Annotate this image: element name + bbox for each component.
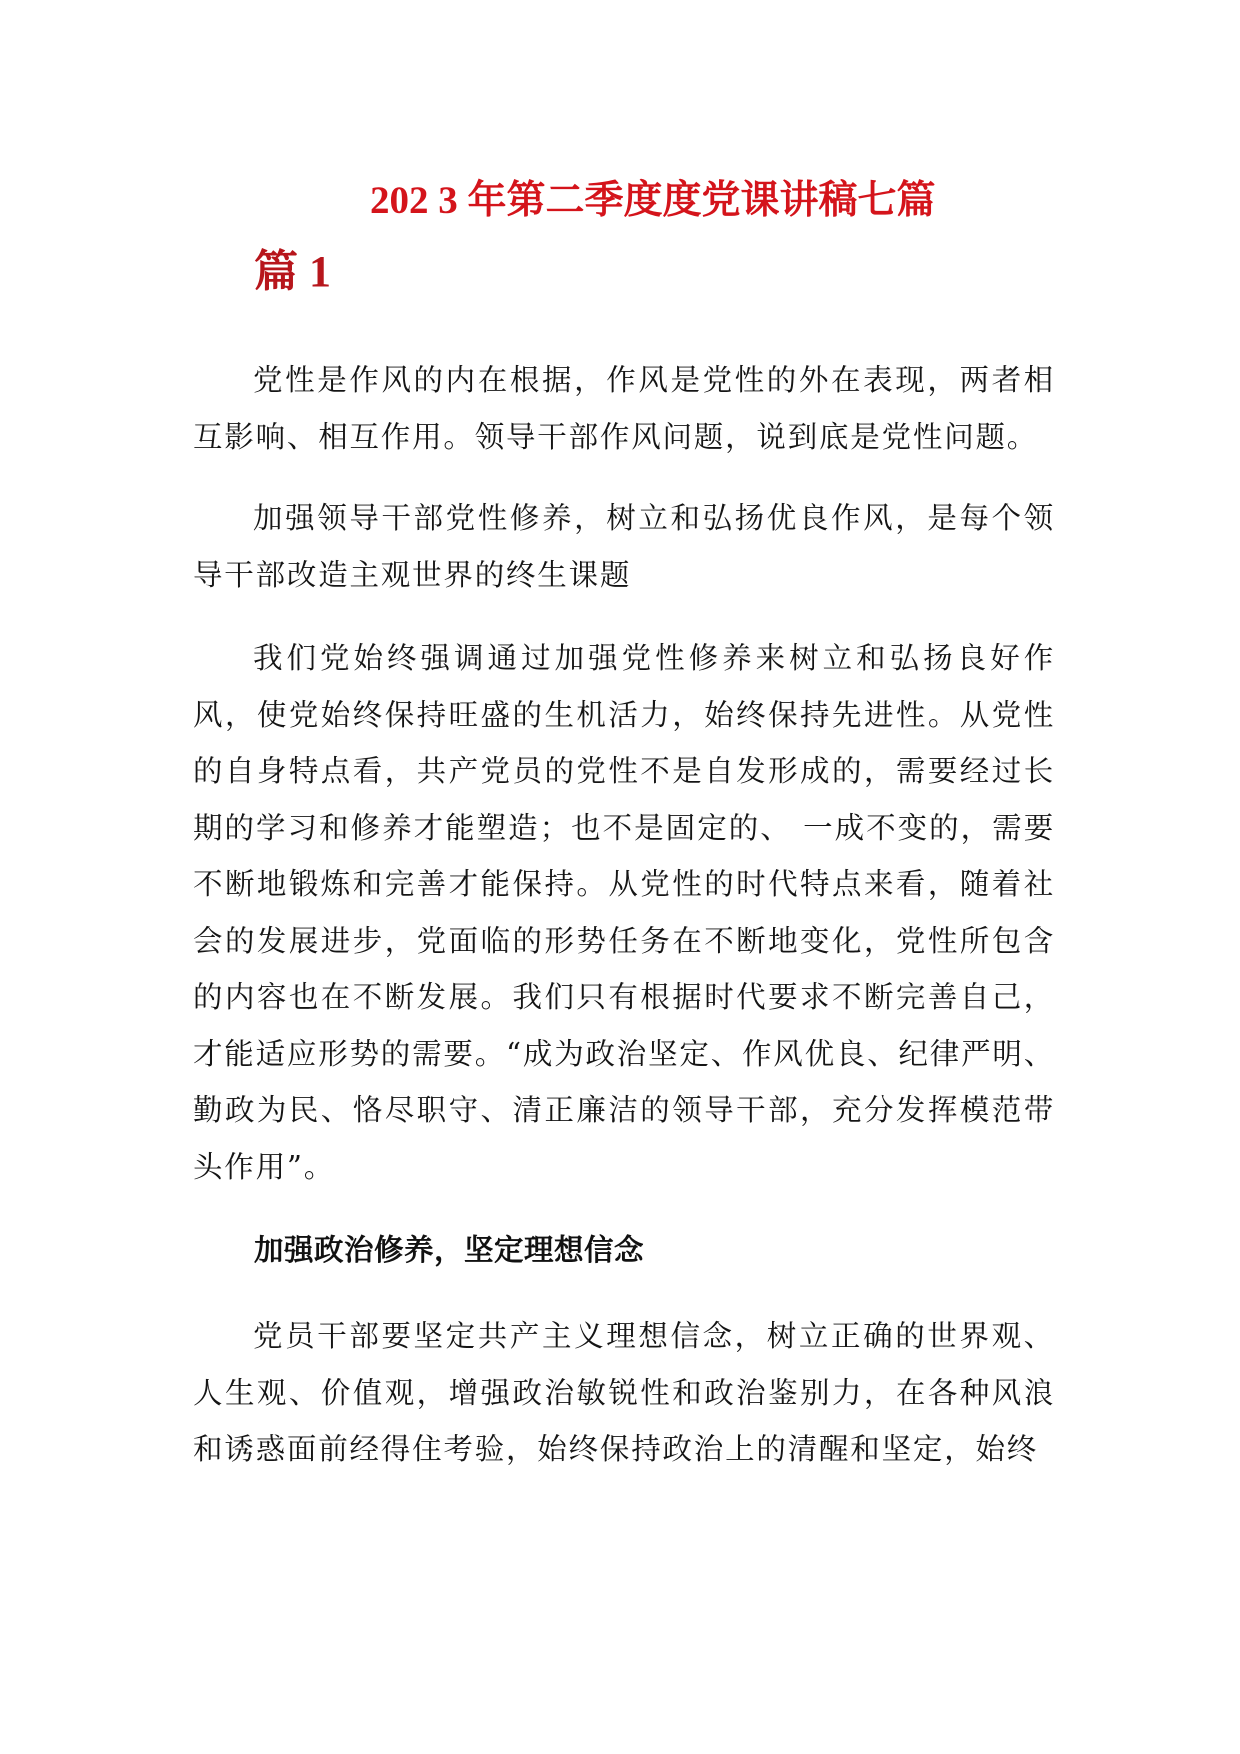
body-paragraph: 党性是作风的内在根据，作风是党性的外在表现，两者相互影响、相互作用。领导干部作风问题，说到底是党性问题。: [193, 363, 1055, 454]
body-paragraph: 我们党始终强调通过加强党性修养来树立和弘扬良好作风，使党始终保持旺盛的生机活力，始终保持先进性。从党性的自身特点看，共产党员的党性不是自发形成的，需要经过长期的学习和修养才能塑造；也不是固定的、 一成不变的，需要不断地锻炼和完善才能保持。从党性的时代特点来看，随着社会的发展进步，党面临的形势任务在不断地变化，党性所包含的内容也在不断发展。我们只有根据时代要求不断完善自己，才能适应形势的需要。“成为政治坚定、作风优良、纪律严明、勤政为民、恪尽职守、清正廉洁的领导干部，充分发挥模范带头作用”。: [193, 641, 1055, 1184]
section-paragraph: 党员干部要坚定共产主义理想信念，树立正确的世界观、人生观、价值观，增强政治敏锐性和政治鉴别力，在各种风浪和诱惑面前经得住考验，始终保持政治上的清醒和坚定，始终: [193, 1319, 1055, 1466]
chapter-heading: 篇 1: [254, 247, 331, 296]
body-paragraph: 加强领导干部党性修养，树立和弘扬优良作风，是每个领导干部改造主观世界的终生课题: [193, 501, 1055, 592]
document-title: 202 3 年第二季度度党课讲稿七篇: [370, 179, 936, 222]
section-heading: 加强政治修养，坚定理想信念: [254, 1233, 645, 1267]
